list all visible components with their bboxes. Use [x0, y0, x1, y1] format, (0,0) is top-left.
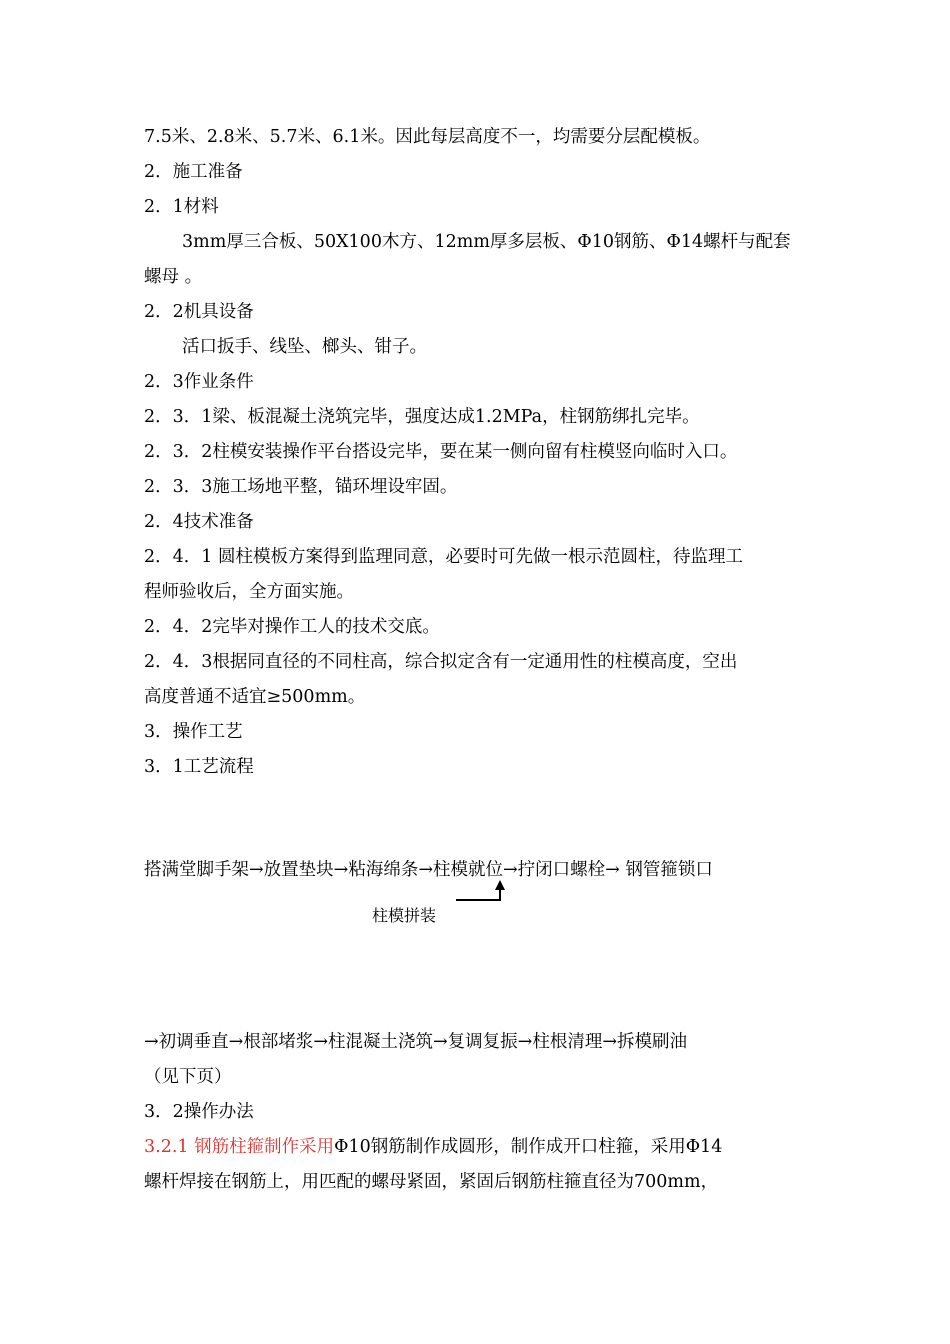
condition-item: 2．3．2柱模安装操作平台搭设完毕，要在某一侧向留有柱模竖向临时入口。	[144, 442, 738, 462]
heading-operation-process: 3．操作工艺	[144, 722, 243, 742]
heading-process-flow: 3．1工艺流程	[144, 757, 254, 777]
flow-row-1: 搭满堂脚手架→放置垫块→粘海绵条→柱模就位→拧闭口螺栓→ 钢管箍锁口	[144, 860, 713, 880]
condition-item: 2．3．1梁、板混凝土浇筑完毕，强度达成1.2MPa，柱钢筋绑扎完毕。	[144, 407, 700, 427]
tech-item: 2．4．3根据同直径的不同柱高，综合拟定含有一定通用性的柱模高度，空出	[144, 652, 738, 672]
method-item	[144, 1136, 722, 1158]
tech-item: 2．4．2完毕对操作工人的技术交底。	[144, 617, 440, 637]
heading-materials: 2．1材料	[144, 197, 219, 217]
tech-item: 2．4．1 圆柱模板方案得到监理同意，必要时可先做一根示范圆柱，待监理工	[144, 547, 743, 567]
flow-sub-step: 柱模拼装	[372, 906, 437, 925]
equipment-text: 活口扳手、线坠、榔头、钳子。	[182, 337, 427, 357]
heading-construction-prep: 2．施工准备	[144, 162, 243, 182]
paragraph-line: 7.5米、2.8米、5.7米、6.1米。因此每层高度不一，均需要分层配模板。	[144, 127, 711, 147]
arrow-up-icon	[495, 880, 505, 890]
method-item-highlight: 3.2.1 钢筋柱箍制作采用	[144, 1137, 335, 1157]
tech-item-cont: 程师验收后，全方面实施。	[144, 582, 354, 602]
method-item-text: Φ10钢筋制作成圆形，制作成开口柱箍，采用Φ14	[334, 1137, 723, 1157]
connector-line	[499, 889, 501, 901]
materials-text: 3mm厚三合板、50X100木方、12mm厚多层板、Φ10钢筋、Φ14螺杆与配套	[182, 232, 791, 252]
condition-item: 2．3．3施工场地平整，锚环埋设牢固。	[144, 477, 458, 497]
method-item-cont: 螺杆焊接在钢筋上，用匹配的螺母紧固，紧固后钢筋柱箍直径为700mm，	[144, 1172, 719, 1192]
heading-operation-method: 3．2操作办法	[144, 1102, 254, 1122]
heading-tech-prep: 2．4技术准备	[144, 512, 254, 532]
materials-text-cont: 螺母 。	[144, 267, 203, 287]
heading-work-conditions: 2．3作业条件	[144, 372, 254, 392]
flow-note: （见下页）	[144, 1067, 232, 1087]
heading-equipment: 2．2机具设备	[144, 302, 254, 322]
tech-item-cont: 高度普通不适宜≥500mm。	[144, 687, 366, 707]
flow-row-2: →初调垂直→根部堵浆→柱混凝土浇筑→复调复振→柱根清理→拆模刷油	[144, 1032, 687, 1052]
connector-line	[456, 899, 501, 901]
